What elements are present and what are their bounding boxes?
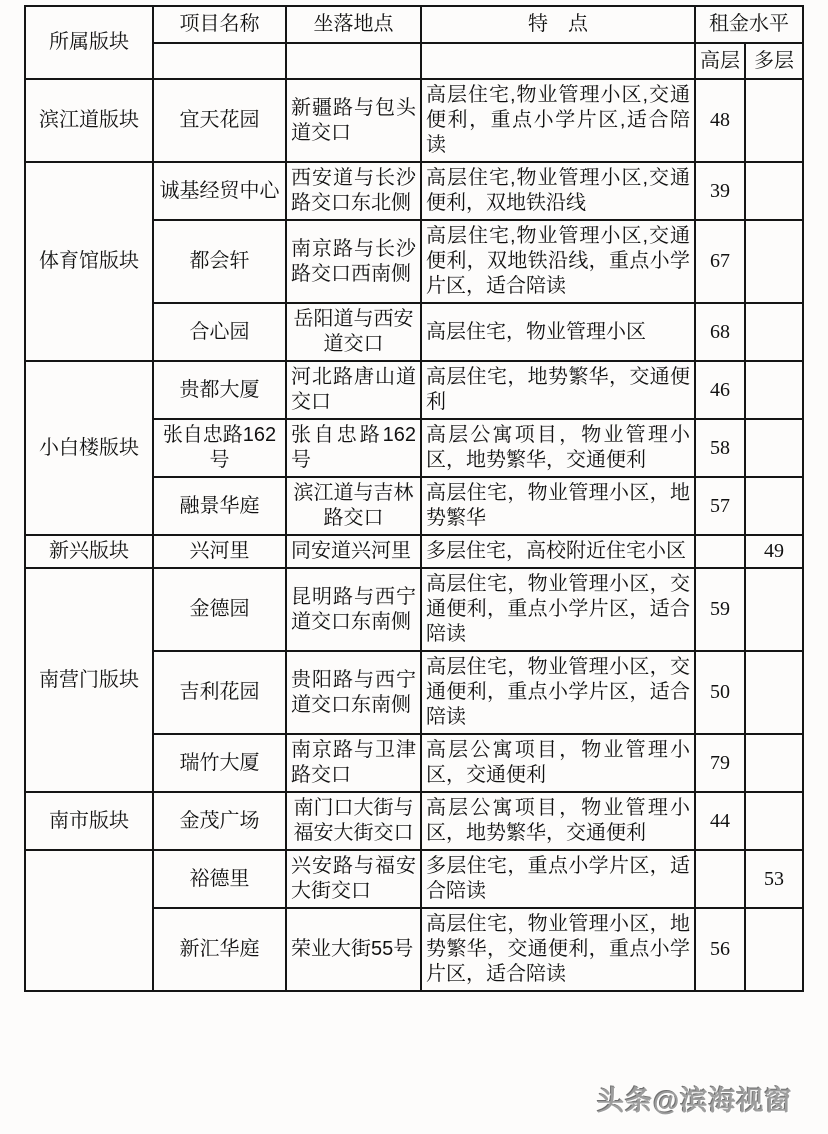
rent-multi-cell: 53: [745, 850, 803, 908]
features-cell: 高层公寓项目，物业管理小区，地势繁华，交通便利: [421, 419, 695, 477]
project-name-cell: 金茂广场: [153, 792, 286, 850]
block-cell: 新兴版块: [25, 535, 153, 568]
location-cell: 滨江道与吉林路交口: [286, 477, 421, 535]
location-cell: 同安道兴河里: [286, 535, 421, 568]
table-row: [25, 361, 803, 419]
project-name-cell: 合心园: [153, 303, 286, 361]
project-name-cell: 融景华庭: [153, 477, 286, 535]
location-cell: 昆明路与西宁道交口东南侧: [286, 568, 421, 651]
location-cell: 南门口大街与福安大街交口: [286, 792, 421, 850]
features-cell: 高层住宅,物业管理小区,交通便利，重点小学片区,适合陪读: [421, 79, 695, 162]
header-cell-location-empty: [286, 43, 421, 79]
rent-multi-cell: [745, 792, 803, 850]
header-cell-block: [25, 6, 153, 79]
features-cell: 高层住宅，物业管理小区，交通便利，重点小学片区，适合陪读: [421, 568, 695, 651]
rent-high-cell: 44: [695, 792, 745, 850]
header-cell-location: 坐落地点: [286, 6, 421, 43]
location-cell: 张自忠路162号: [286, 419, 421, 477]
header-row-1: [25, 6, 803, 43]
rent-high-cell: 56: [695, 908, 745, 991]
block-cell: [25, 361, 153, 535]
location-cell: 岳阳道与西安道交口: [286, 303, 421, 361]
rent-multi-cell: [745, 908, 803, 991]
project-name-cell: 贵都大厦: [153, 361, 286, 419]
rent-high-cell: [695, 535, 745, 568]
features-cell: 高层住宅，物业管理小区，地势繁华: [421, 477, 695, 535]
rent-multi-cell: [745, 419, 803, 477]
features-cell: 高层公寓项目，物业管理小区，交通便利: [421, 734, 695, 792]
location-cell: 荣业大街55号: [286, 908, 421, 991]
rent-multi-cell: [745, 477, 803, 535]
header-cell-rent-multi: 多层: [745, 43, 803, 79]
rent-table: [24, 5, 804, 992]
table-row: [25, 850, 803, 908]
block-label: 南营门版块: [39, 668, 139, 691]
rent-multi-cell: [745, 162, 803, 220]
table-row: [25, 792, 803, 850]
rent-multi-cell: [745, 361, 803, 419]
rent-high-cell: 58: [695, 419, 745, 477]
rent-multi-cell: [745, 568, 803, 651]
rent-high-cell: 79: [695, 734, 745, 792]
location-cell: 新疆路与包头道交口: [286, 79, 421, 162]
block-cell: [25, 162, 153, 361]
table-row: [25, 568, 803, 651]
table-row: [25, 162, 803, 220]
rent-high-cell: 48: [695, 79, 745, 162]
block-cell: 滨江道版块: [25, 79, 153, 162]
project-name-cell: 诚基经贸中心: [153, 162, 286, 220]
project-name-cell: 兴河里: [153, 535, 286, 568]
project-name-cell: 瑞竹大厦: [153, 734, 286, 792]
features-cell: 高层住宅，物业管理小区，交通便利，重点小学片区，适合陪读: [421, 651, 695, 734]
project-name-cell: 裕德里: [153, 850, 286, 908]
table-body: [25, 79, 803, 991]
project-name-cell: 金德园: [153, 568, 286, 651]
block-label: 小白楼版块: [39, 436, 139, 459]
header-block-label: 所属版块: [49, 31, 129, 53]
rent-multi-cell: 49: [745, 535, 803, 568]
features-cell: 多层住宅，重点小学片区，适合陪读: [421, 850, 695, 908]
header-cell-features: 特 点: [421, 6, 695, 43]
location-cell: 贵阳路与西宁道交口东南侧: [286, 651, 421, 734]
features-cell: 高层住宅,物业管理小区,交通便利，双地铁沿线，重点小学片区，适合陪读: [421, 220, 695, 303]
block-cell: [25, 850, 153, 991]
rent-multi-cell: [745, 651, 803, 734]
rent-multi-cell: [745, 79, 803, 162]
header-cell-name: 项目名称: [153, 6, 286, 43]
header-cell-rent-group: 租金水平: [695, 6, 803, 43]
rent-high-cell: 68: [695, 303, 745, 361]
table-header: [25, 6, 803, 79]
rent-high-cell: 39: [695, 162, 745, 220]
watermark: 头条@滨海视窗: [597, 1086, 793, 1116]
features-cell: 多层住宅，高校附近住宅小区: [421, 535, 695, 568]
rent-multi-cell: [745, 220, 803, 303]
block-cell: [25, 568, 153, 792]
table-row: [25, 79, 803, 162]
project-name-cell: 宜天花园: [153, 79, 286, 162]
header-cell-rent-high: 高层: [695, 43, 745, 79]
features-cell: 高层住宅，物业管理小区，地势繁华，交通便利，重点小学片区，适合陪读: [421, 908, 695, 991]
header-cell-name-empty: [153, 43, 286, 79]
rent-multi-cell: [745, 303, 803, 361]
location-cell: 河北路唐山道交口: [286, 361, 421, 419]
block-label: 体育馆版块: [39, 250, 139, 272]
rent-high-cell: 59: [695, 568, 745, 651]
location-cell: 兴安路与福安大街交口: [286, 850, 421, 908]
features-cell: 高层住宅，地势繁华，交通便利: [421, 361, 695, 419]
header-cell-features-empty: [421, 43, 695, 79]
rent-high-cell: 50: [695, 651, 745, 734]
location-cell: 南京路与长沙路交口西南侧: [286, 220, 421, 303]
project-name-cell: 张自忠路162号: [153, 419, 286, 477]
features-cell: 高层住宅，物业管理小区: [421, 303, 695, 361]
project-name-cell: 吉利花园: [153, 651, 286, 734]
project-name-cell: 新汇华庭: [153, 908, 286, 991]
rent-high-cell: 67: [695, 220, 745, 303]
rent-high-cell: [695, 850, 745, 908]
features-cell: 高层住宅,物业管理小区,交通便利，双地铁沿线: [421, 162, 695, 220]
features-cell: 高层公寓项目，物业管理小区，地势繁华，交通便利: [421, 792, 695, 850]
rent-high-cell: 57: [695, 477, 745, 535]
project-name-cell: 都会轩: [153, 220, 286, 303]
location-cell: 南京路与卫津路交口: [286, 734, 421, 792]
block-cell: 南市版块: [25, 792, 153, 850]
rent-multi-cell: [745, 734, 803, 792]
location-cell: 西安道与长沙路交口东北侧: [286, 162, 421, 220]
table-row: [25, 535, 803, 568]
rent-high-cell: 46: [695, 361, 745, 419]
